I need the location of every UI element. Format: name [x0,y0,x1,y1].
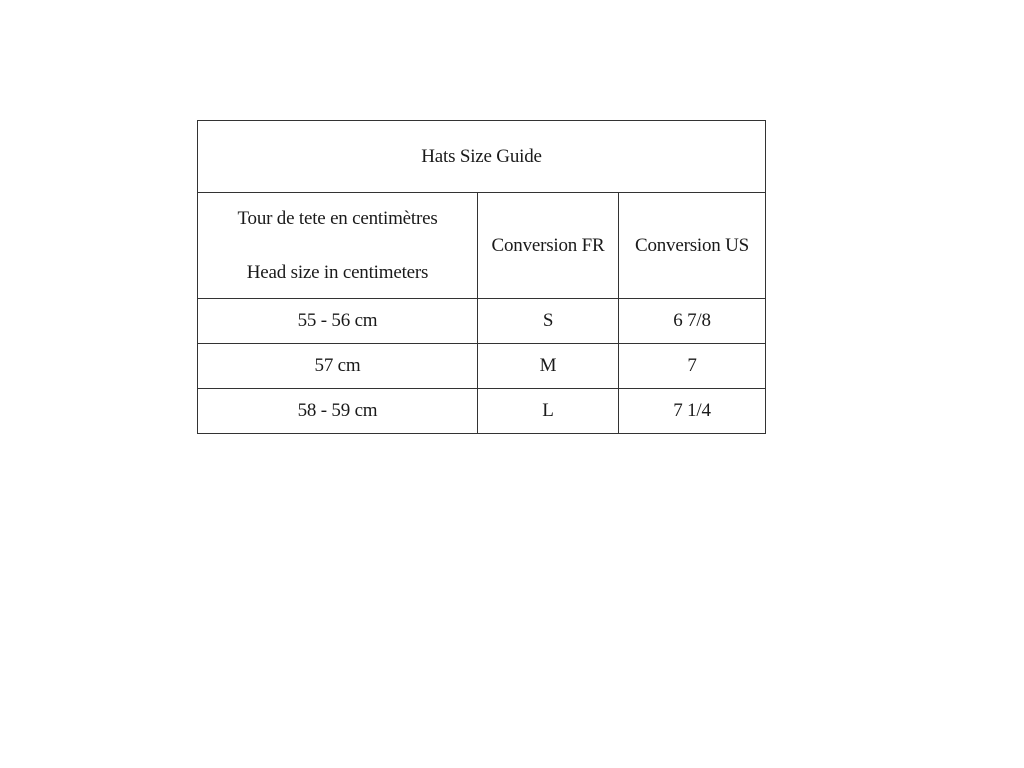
cell-fr-size: S [478,299,619,344]
cell-us-size: 7 1/4 [619,389,766,434]
cell-fr-size: M [478,344,619,389]
header-conversion-us: Conversion US [619,193,766,299]
table-row [198,344,766,389]
table-title: Hats Size Guide [198,121,766,193]
header-head-size [198,193,478,299]
table-row [198,389,766,434]
cell-fr-size: L [478,389,619,434]
cell-head-size: 57 cm [198,344,478,389]
cell-us-size: 7 [619,344,766,389]
table-title-row [198,121,766,193]
table-header-row [198,193,766,299]
cell-us-size: 6 7/8 [619,299,766,344]
header-head-size-en: Head size in centimeters [246,261,429,283]
table-row [198,299,766,344]
cell-head-size: 58 - 59 cm [198,389,478,434]
hats-size-guide-table [197,120,766,434]
header-head-size-fr: Tour de tete en centimètres [237,207,438,229]
cell-head-size: 55 - 56 cm [198,299,478,344]
header-conversion-fr: Conversion FR [478,193,619,299]
